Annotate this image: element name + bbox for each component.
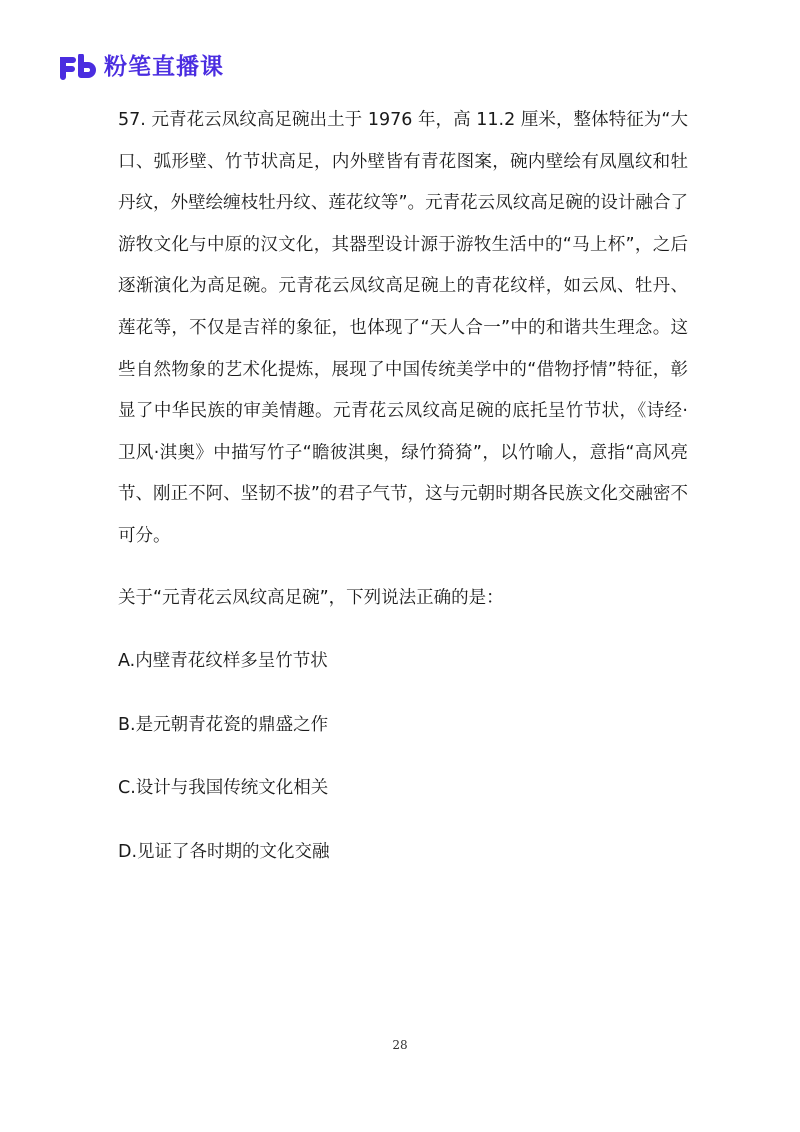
option-b: B.是元朝青花瓷的鼎盛之作 bbox=[118, 714, 329, 735]
option-a: A.内壁青花纹样多呈竹节状 bbox=[118, 651, 328, 672]
option-d: D.见证了各时期的文化交融 bbox=[118, 841, 330, 862]
header bbox=[58, 50, 224, 84]
page-number: 28 bbox=[392, 1038, 408, 1052]
passage-text: 57. 元青花云凤纹高足碗出土于 1976 年，高 11.2 厘米，整体特征为“大口、弧形壁、竹节状高足，内外壁皆有青花图案，碗内壁绘有凤凰纹和牡丹纹，外壁绘缠枝牡丹纹、莲花纹等”。元青花云凤纹高足碗的设计融合了游牧文化与中原的汉文化，其器型设计源于游牧生活中的“马上杯”，之后逐渐演化为高足碗。元青花云凤纹高足碗上的青花纹样，如云凤、牡丹、莲花等，不仅是吉祥的象征，也体现了“天人合一”中的和谐共生理念。这些自然物象的艺术化提炼，展现了中国传统美学中的“借物抒情”特征，彰显了中华民族的审美情趣。元青花云凤纹高足碗的底托呈竹节状，《诗经·卫风·淇奥》中描写竹子“瞻彼淇奥，绿竹猗猗”，以竹喻人，意指“高风亮节、刚正不阿、坚韧不拔”的君子气节，这与元朝时期各民族文化交融密不可分。 bbox=[118, 110, 688, 546]
question-stem: 关于“元青花云凤纹高足碗”，下列说法正确的是： bbox=[118, 587, 504, 608]
options-list bbox=[118, 641, 688, 873]
question-content bbox=[118, 100, 688, 874]
brand-name: 粉笔直播课 bbox=[104, 53, 224, 80]
option-c: C.设计与我国传统文化相关 bbox=[118, 778, 329, 799]
fb-logo-icon bbox=[58, 54, 98, 80]
